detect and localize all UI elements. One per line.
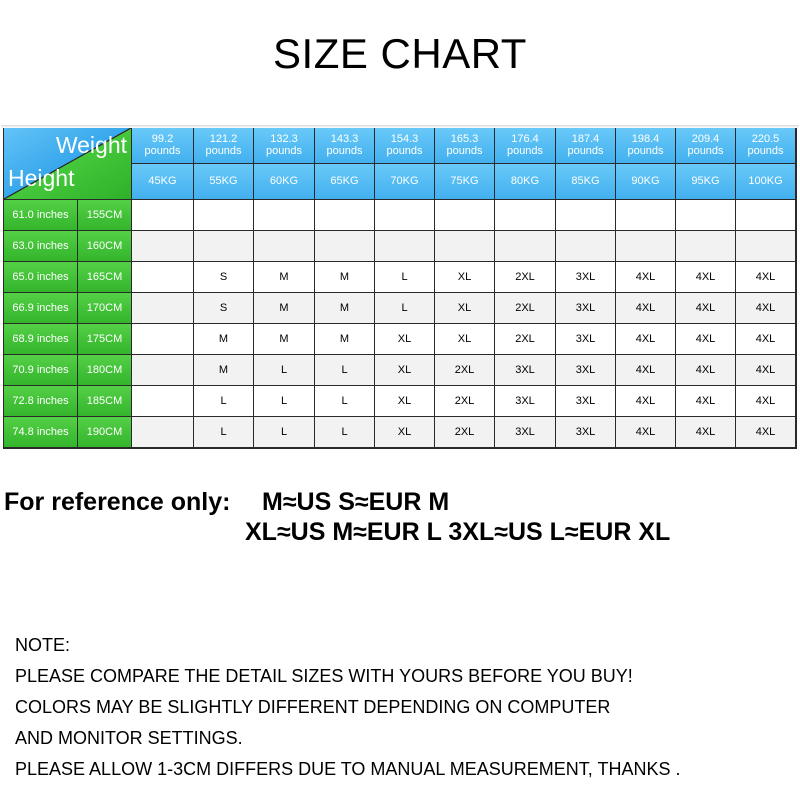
size-cell: 4XL (736, 262, 796, 293)
weight-pounds-value: 176.4 (511, 133, 539, 145)
weight-pounds-header (556, 128, 616, 164)
size-cell: 2XL (435, 355, 495, 386)
size-cell: M (315, 324, 375, 355)
size-cell: 4XL (616, 355, 676, 386)
size-cell: L (254, 386, 315, 417)
height-cm-label: 160CM (78, 231, 132, 262)
size-cell: 4XL (736, 417, 796, 448)
size-cell: 2XL (435, 386, 495, 417)
size-cell: M (254, 262, 315, 293)
size-cell (676, 231, 736, 262)
size-cell: 2XL (495, 293, 556, 324)
size-cell: 2XL (495, 262, 556, 293)
size-cell (132, 355, 194, 386)
size-cell: 4XL (676, 386, 736, 417)
size-cell (435, 231, 495, 262)
notes-section (15, 630, 680, 785)
size-cell: 2XL (495, 324, 556, 355)
size-cell: L (194, 386, 254, 417)
height-cm-label: 185CM (78, 386, 132, 417)
size-cell (616, 231, 676, 262)
height-inches-label: 61.0 inches (4, 200, 78, 231)
weight-pounds-unit: pounds (446, 145, 483, 157)
note-line: PLEASE ALLOW 1-3CM DIFFERS DUE TO MANUAL MEASUREMENT, THANKS . (15, 759, 681, 779)
size-cell: XL (375, 386, 435, 417)
weight-pounds-value: 187.4 (571, 133, 600, 145)
weight-kg-header: 95KG (676, 164, 736, 200)
weight-pounds-value: 143.3 (330, 133, 359, 145)
size-cell (736, 231, 796, 262)
weight-kg-header: 90KG (616, 164, 676, 200)
reference-line-2: XL≈US M≈EUR L 3XL≈US L≈EUR XL (245, 518, 671, 546)
weight-pounds-value: 165.3 (450, 133, 479, 145)
weight-kg-header: 75KG (435, 164, 495, 200)
height-cm-label: 180CM (78, 355, 132, 386)
height-inches-label: 74.8 inches (4, 417, 78, 448)
size-cell (375, 231, 435, 262)
size-cell: L (194, 417, 254, 448)
size-cell: L (254, 355, 315, 386)
size-cell (556, 200, 616, 231)
weight-pounds-header (194, 128, 254, 164)
size-cell: S (194, 293, 254, 324)
weight-kg-header: 80KG (495, 164, 556, 200)
size-cell (736, 200, 796, 231)
size-cell (194, 231, 254, 262)
weight-pounds-value: 198.4 (631, 133, 660, 145)
size-cell (315, 200, 375, 231)
weight-pounds-unit: pounds (144, 145, 181, 157)
size-cell: 3XL (556, 417, 616, 448)
note-heading: NOTE: (15, 635, 71, 655)
weight-pounds-value: 132.3 (270, 133, 298, 145)
size-cell (132, 324, 194, 355)
size-cell (315, 231, 375, 262)
size-cell: 4XL (736, 355, 796, 386)
size-cell: 4XL (616, 262, 676, 293)
weight-pounds-value: 99.2 (151, 133, 174, 145)
size-cell: M (194, 355, 254, 386)
size-cell: L (315, 417, 375, 448)
weight-kg-header: 60KG (254, 164, 315, 200)
weight-label: Weight (55, 132, 127, 158)
weight-pounds-value: 209.4 (691, 133, 720, 145)
weight-kg-header: 70KG (375, 164, 435, 200)
weight-kg-header: 55KG (194, 164, 254, 200)
height-cm-label: 175CM (78, 324, 132, 355)
size-cell (254, 200, 315, 231)
size-cell (132, 293, 194, 324)
size-cell: L (254, 417, 315, 448)
size-cell: 4XL (616, 293, 676, 324)
weight-pounds-header (736, 128, 796, 164)
weight-pounds-unit: pounds (687, 145, 724, 157)
size-cell: 3XL (495, 417, 556, 448)
note-line: COLORS MAY BE SLIGHTLY DIFFERENT DEPENDING ON COMPUTER (15, 697, 611, 717)
weight-pounds-header (375, 128, 435, 164)
height-cm-label: 155CM (78, 200, 132, 231)
size-cell (616, 200, 676, 231)
size-cell (132, 231, 194, 262)
size-chart-table (3, 127, 797, 449)
weight-pounds-unit: pounds (506, 145, 544, 157)
size-cell (132, 262, 194, 293)
page-title: SIZE CHART (273, 30, 527, 77)
note-line: PLEASE COMPARE THE DETAIL SIZES WITH YOURS BEFORE YOU BUY! (15, 666, 633, 686)
size-cell (435, 200, 495, 231)
size-cell: 4XL (736, 324, 796, 355)
size-cell: XL (435, 324, 495, 355)
size-cell: 4XL (616, 386, 676, 417)
size-cell: 3XL (495, 386, 556, 417)
weight-pounds-header (676, 128, 736, 164)
size-cell: 4XL (616, 417, 676, 448)
size-cell: 4XL (676, 262, 736, 293)
weight-pounds-header (616, 128, 676, 164)
size-cell: 3XL (556, 293, 616, 324)
weight-kg-header: 65KG (315, 164, 375, 200)
size-cell: M (315, 262, 375, 293)
height-cm-label: 170CM (78, 293, 132, 324)
weight-pounds-header (132, 128, 194, 164)
weight-pounds-value: 121.2 (209, 133, 238, 145)
size-cell: L (315, 386, 375, 417)
size-cell: 4XL (736, 386, 796, 417)
weight-pounds-header (254, 128, 315, 164)
size-cell (132, 386, 194, 417)
weight-pounds-unit: pounds (326, 145, 363, 157)
size-cell: XL (375, 324, 435, 355)
weight-pounds-header (495, 128, 556, 164)
size-cell: 2XL (435, 417, 495, 448)
height-inches-label: 70.9 inches (4, 355, 78, 386)
size-cell (375, 200, 435, 231)
weight-pounds-value: 220.5 (751, 133, 780, 145)
size-cell: XL (435, 293, 495, 324)
weight-pounds-unit: pounds (205, 145, 242, 157)
size-cell: XL (375, 417, 435, 448)
height-label: Height (8, 165, 75, 191)
height-cm-label: 165CM (78, 262, 132, 293)
size-cell: 3XL (556, 324, 616, 355)
weight-pounds-header (435, 128, 495, 164)
height-cm-label: 190CM (78, 417, 132, 448)
weight-pounds-unit: pounds (747, 145, 784, 157)
size-cell: M (194, 324, 254, 355)
size-cell: 4XL (676, 293, 736, 324)
size-cell (495, 200, 556, 231)
height-inches-label: 72.8 inches (4, 386, 78, 417)
height-inches-label: 63.0 inches (4, 231, 78, 262)
weight-pounds-unit: pounds (265, 145, 303, 157)
weight-kg-header: 45KG (132, 164, 194, 200)
size-cell: L (375, 262, 435, 293)
weight-pounds-header (315, 128, 375, 164)
size-cell: 3XL (556, 262, 616, 293)
weight-pounds-unit: pounds (627, 145, 664, 157)
weight-kg-header: 85KG (556, 164, 616, 200)
height-inches-label: 66.9 inches (4, 293, 78, 324)
reference-label: For reference only: (4, 488, 231, 516)
size-cell (556, 231, 616, 262)
size-cell: M (315, 293, 375, 324)
size-cell: XL (375, 355, 435, 386)
size-cell: 4XL (736, 293, 796, 324)
size-cell: 3XL (495, 355, 556, 386)
size-cell (194, 200, 254, 231)
size-cell: 4XL (676, 324, 736, 355)
height-inches-label: 65.0 inches (4, 262, 78, 293)
note-line: AND MONITOR SETTINGS. (15, 728, 243, 748)
size-cell: 3XL (556, 355, 616, 386)
size-cell: 3XL (556, 386, 616, 417)
size-cell: M (254, 324, 315, 355)
height-inches-label: 68.9 inches (4, 324, 78, 355)
size-cell: M (254, 293, 315, 324)
size-cell: S (194, 262, 254, 293)
size-cell: 4XL (616, 324, 676, 355)
size-cell: XL (435, 262, 495, 293)
weight-pounds-unit: pounds (386, 145, 423, 157)
size-cell (676, 200, 736, 231)
weight-kg-header: 100KG (736, 164, 796, 200)
table-corner-header (4, 128, 132, 200)
weight-pounds-unit: pounds (567, 145, 604, 157)
size-cell: 4XL (676, 355, 736, 386)
size-cell (495, 231, 556, 262)
weight-pounds-value: 154.3 (390, 133, 419, 145)
size-cell (132, 417, 194, 448)
size-cell (254, 231, 315, 262)
size-cell: 4XL (676, 417, 736, 448)
size-cell: L (315, 355, 375, 386)
size-cell: L (375, 293, 435, 324)
reference-line-1: M≈US S≈EUR M (262, 488, 450, 516)
size-cell (132, 200, 194, 231)
